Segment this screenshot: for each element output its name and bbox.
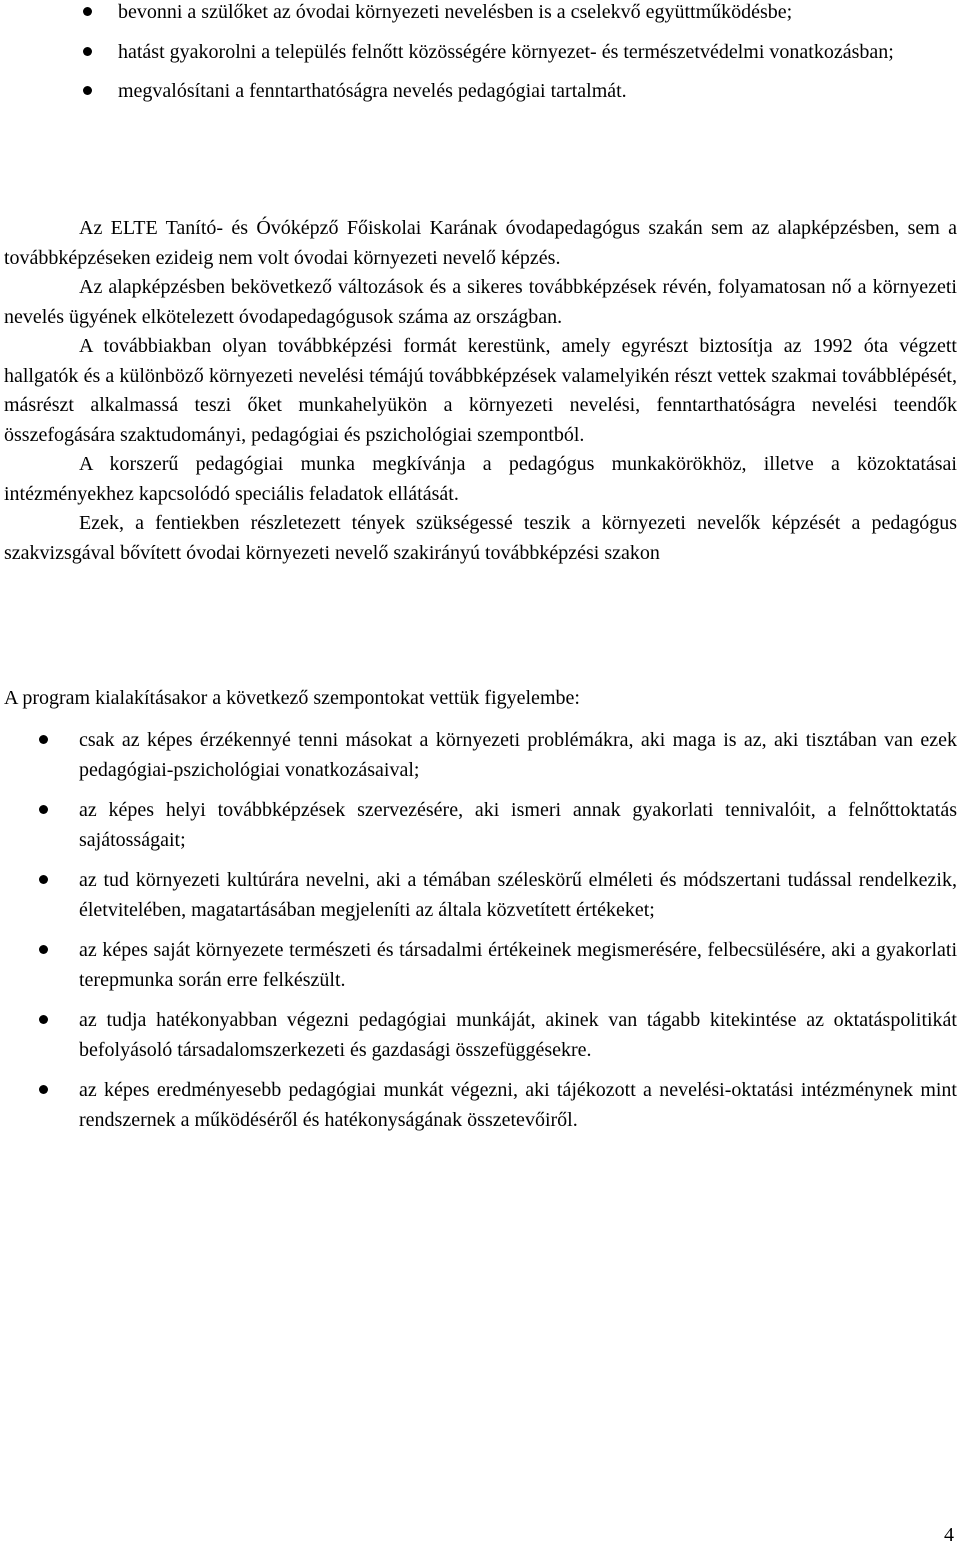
bullet-icon xyxy=(39,805,48,814)
list-item xyxy=(4,1076,957,1135)
list-item xyxy=(4,0,957,28)
paragraph: Ezek, a fentiekben részletezett tények szükségessé teszik a környezeti nevelők képzését a pedagógus szakvizsgával bővített óvodai környezeti nevelő szakirányú továbbképzési szakon xyxy=(4,512,957,564)
paragraph: Az ELTE Tanító- és Óvóképző Főiskolai Karának óvodapedagógus szakán sem az alapképzésben, sem a továbbképzéseken ezideig nem volt óvodai környezeti nevelő képzés. xyxy=(4,217,957,269)
body-paragraphs xyxy=(4,214,957,568)
list-item-text: az tud környezeti kultúrára nevelni, aki a témában széleskörű elméleti és módszertani tudással rendelkezik, életvitelében, magatartásában megjeleníti az általa közvetített értékeket; xyxy=(79,869,957,921)
paragraph: A korszerű pedagógiai munka megkívánja a pedagógus munkakörökhöz, illetve a közoktatásai intézményekhez kapcsolódó speciális feladatok ellátását. xyxy=(4,453,957,505)
list-item-text: az képes eredményesebb pedagógiai munkát végezni, aki tájékozott a nevelési-oktatási intézménynek mint rendszernek a működéséről és hatékonyságának összetevőiről. xyxy=(79,1079,957,1131)
bullet-icon xyxy=(39,945,48,954)
program-bullet-list xyxy=(4,726,957,1135)
list-item-text: az képes helyi továbbképzések szervezésére, aki ismeri annak gyakorlati tennivalóit, a felnőttoktatás sajátosságait; xyxy=(79,799,957,851)
list-item-text: az tudja hatékonyabban végezni pedagógiai munkáját, akinek van tágabb kitekintése az oktatáspolitikát befolyásoló társadalomszerkezeti és gazdasági összefüggésekre. xyxy=(79,1009,957,1061)
list-item xyxy=(4,936,957,995)
list-item-text: bevonni a szülőket az óvodai környezeti nevelésben is a cselekvő együttműködésbe; xyxy=(118,1,793,23)
bullet-icon xyxy=(83,7,92,16)
list-item-text: az képes saját környezete természeti és társadalmi értékeinek megismerésére, felbecsülésére, aki a gyakorlati terepmunka során erre felkészült. xyxy=(79,939,957,991)
list-item xyxy=(4,38,957,68)
top-bullet-list xyxy=(4,0,957,117)
page-number: 4 xyxy=(944,1524,954,1546)
program-criteria xyxy=(4,726,957,1146)
bullet-icon xyxy=(39,1085,48,1094)
list-item-text: megvalósítani a fenntarthatóságra nevelés pedagógiai tartalmát. xyxy=(118,80,627,102)
list-item-text: csak az képes érzékennyé tenni másokat a környezeti problémákra, aki maga is az, aki tisztában van ezek pedagógiai-pszichológiai vonatkozásaival; xyxy=(79,729,957,781)
bullet-icon xyxy=(83,47,92,56)
bullet-icon xyxy=(83,86,92,95)
program-intro: A program kialakításakor a következő szempontokat vettük figyelembe: xyxy=(4,687,580,709)
paragraph: A továbbiakban olyan továbbképzési formát kerestünk, amely egyrészt biztosítja az 1992 óta végzett hallgatók és a különböző környezeti nevelési témájú továbbképzések valamelyikén részt vettek szakmai továbblépését, másrészt alkalmassá teszi őket munkahelyükön a környezeti nevelési, fenntarthatóságra nevelési teendők összefogására szaktudományi, pedagógiai és pszichológiai szempontból. xyxy=(4,335,957,446)
bullet-icon xyxy=(39,1015,48,1024)
list-item xyxy=(4,866,957,925)
list-item xyxy=(4,796,957,855)
list-item xyxy=(4,726,957,785)
list-item xyxy=(4,1006,957,1065)
list-item-text: hatást gyakorolni a település felnőtt közösségére környezet- és természetvédelmi vonatkozásban; xyxy=(118,40,894,63)
paragraph: Az alapképzésben bekövetkező változások és a sikeres továbbképzések révén, folyamatosan nő a környezeti nevelés ügyének elkötelezett óvodapedagógusok száma az országban. xyxy=(4,276,957,328)
bullet-icon xyxy=(39,735,48,744)
bullet-icon xyxy=(39,875,48,884)
list-item xyxy=(4,77,957,107)
